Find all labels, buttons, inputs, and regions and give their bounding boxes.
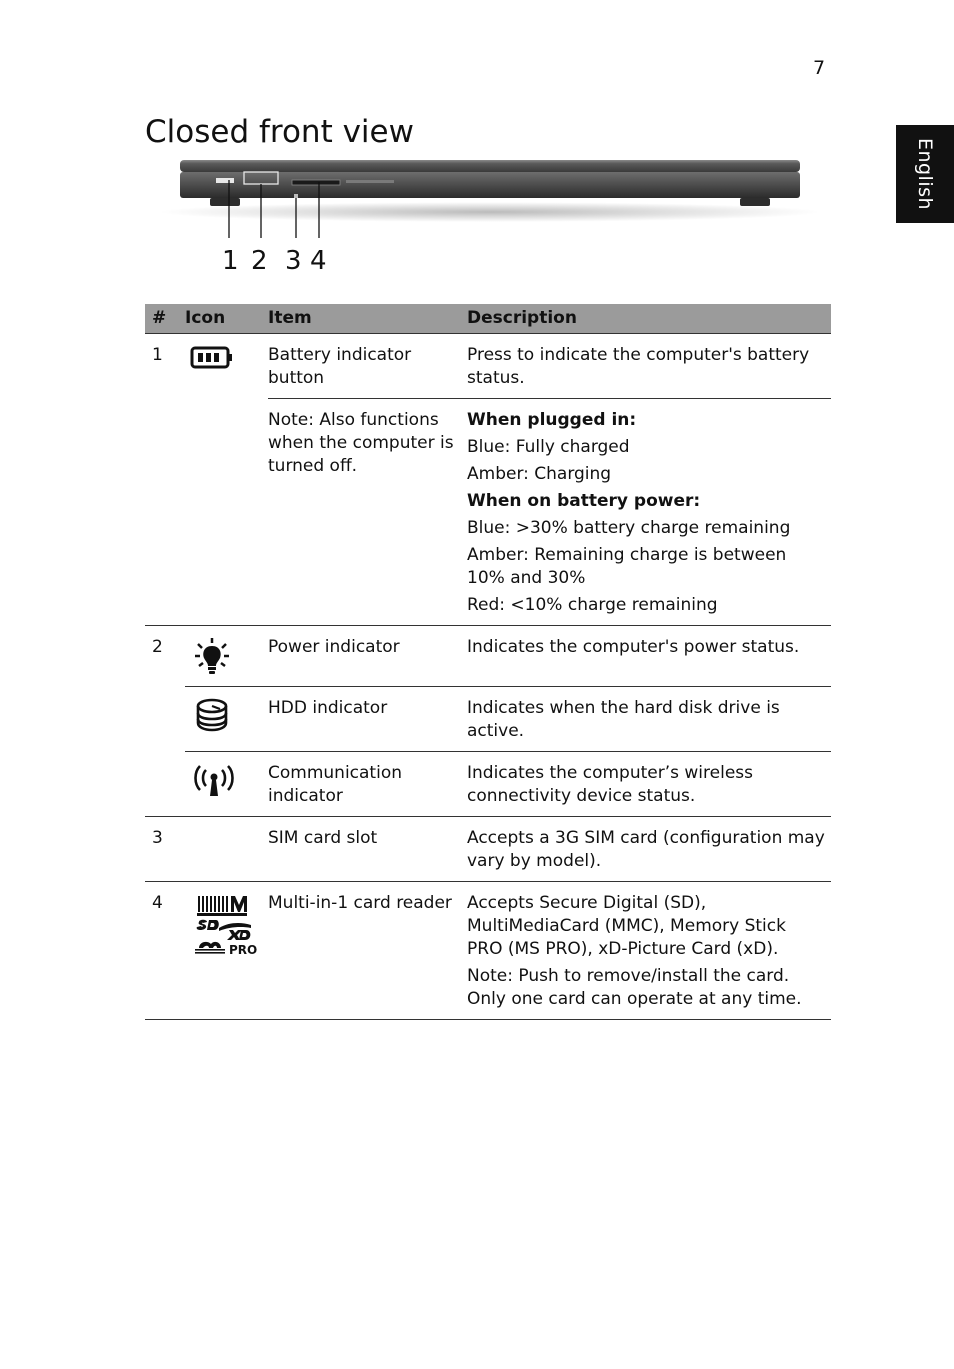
status-line: Amber: Charging <box>467 463 612 484</box>
laptop-foot-right <box>740 198 770 206</box>
row-description: Indicates when the hard disk drive is active. <box>467 686 831 751</box>
laptop-shadow <box>160 202 820 222</box>
power-lightbulb-icon <box>189 636 235 676</box>
table-row <box>145 816 831 881</box>
table-row <box>145 686 831 751</box>
wireless-icon <box>189 762 239 800</box>
battery-icon <box>189 344 235 372</box>
hdd-icon <box>189 697 235 735</box>
header-icon: Icon <box>185 304 268 333</box>
status-line: Red: <10% charge remaining <box>467 594 718 615</box>
callout-number-1: 1 <box>222 246 239 276</box>
front-label-figure <box>346 180 394 183</box>
row-number: 1 <box>145 333 185 625</box>
svg-text:PRO: PRO <box>229 942 258 957</box>
status-line: Amber: Remaining charge is between 10% and 30% <box>467 544 787 588</box>
language-side-tab <box>896 125 954 223</box>
row-number: 2 <box>145 625 185 816</box>
row-note <box>268 398 467 625</box>
row-description: Indicates the computer’s wireless connectivity device status. <box>467 751 831 816</box>
header-item: Item <box>268 304 467 333</box>
table-row <box>145 333 831 398</box>
sim-slot-figure <box>294 194 298 198</box>
table-header-row <box>145 304 831 333</box>
front-view-spec-table <box>145 304 831 1020</box>
row-description-list <box>467 398 831 625</box>
row-description: Press to indicate the computer's battery status. <box>467 333 831 398</box>
note-label: Note <box>268 409 309 430</box>
row-item: Battery indicator button <box>268 333 467 398</box>
row-item: Communication indicator <box>268 751 467 816</box>
status-line: Blue: >30% battery charge remaining <box>467 517 791 538</box>
row-note <box>467 965 825 1011</box>
row-item: Power indicator <box>268 625 467 686</box>
row-item: Multi-in-1 card reader <box>268 881 467 1019</box>
callout-number-3: 3 <box>285 246 302 276</box>
card-slot-figure <box>292 180 340 185</box>
table-row <box>145 751 831 816</box>
header-description: Description <box>467 304 831 333</box>
row-description: Indicates the computer's power status. <box>467 625 831 686</box>
table-row <box>145 881 831 1019</box>
table-row <box>145 625 831 686</box>
row-number: 3 <box>145 816 185 881</box>
row-description-list <box>467 881 831 1019</box>
battery-button-figure <box>216 178 234 183</box>
note-text: Push to remove/install the card. Only one card can operate at any time. <box>467 965 802 1009</box>
row-description: Accepts a 3G SIM card (configuration may vary by model). <box>467 816 831 881</box>
callout-number-4: 4 <box>310 246 327 276</box>
laptop-base <box>180 172 800 198</box>
note-label: Note: <box>467 965 513 986</box>
row-item: SIM card slot <box>268 816 467 881</box>
language-side-tab-label: English <box>914 137 937 211</box>
page-title: Closed front view <box>145 114 414 150</box>
header-number: # <box>145 304 185 333</box>
callout-number-2: 2 <box>251 246 268 276</box>
laptop-front-view-figure <box>160 150 820 280</box>
status-line: Blue: Fully charged <box>467 436 630 457</box>
row-description: Accepts Secure Digital (SD), MultiMediaCard (MMC), Memory Stick PRO (MS PRO), xD-Picture Card (xD). <box>467 892 786 959</box>
card-reader-logos-icon <box>189 892 259 958</box>
note-text: : Also functions when the computer is turned off. <box>268 409 454 476</box>
row-item: HDD indicator <box>268 686 467 751</box>
status-heading-plugged: When plugged in: <box>467 409 637 430</box>
laptop-foot-left <box>210 198 240 206</box>
status-heading-battery: When on battery power: <box>467 490 701 511</box>
row-number: 4 <box>145 881 185 1019</box>
page-number: 7 <box>813 57 826 79</box>
laptop-lid <box>180 160 800 172</box>
